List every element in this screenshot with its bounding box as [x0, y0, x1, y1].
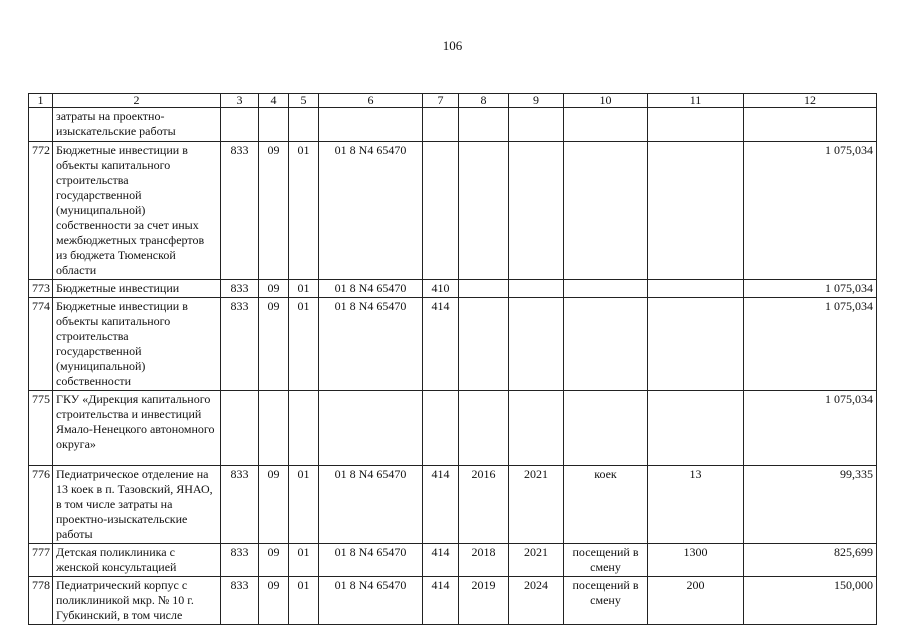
section-code-cell: 09 [259, 142, 289, 280]
table-row [29, 391, 877, 466]
amount-cell: 1 075,034 [744, 298, 877, 391]
amount-cell: 1 075,034 [744, 280, 877, 298]
target-article-cell: 01 8 N4 65470 [319, 280, 423, 298]
expense-type-cell: 414 [423, 298, 459, 391]
section-code-cell: 09 [259, 280, 289, 298]
row-number-cell: 778 [29, 577, 53, 625]
start-year-cell [459, 142, 509, 280]
row-name-cell: Педиатрическое отделение на 13 коек в п. Тазовский, ЯНАО, в том числе затраты на проектно-изыскательские работы [53, 466, 221, 544]
table-row [29, 142, 877, 280]
expense-type-cell [423, 391, 459, 466]
section-code-cell: 09 [259, 298, 289, 391]
ministry-code-cell [221, 108, 259, 142]
target-article-cell: 01 8 N4 65470 [319, 466, 423, 544]
expense-type-cell [423, 142, 459, 280]
row-number-cell: 772 [29, 142, 53, 280]
subsection-code-cell [289, 391, 319, 466]
capacity-value-cell [648, 142, 744, 280]
target-article-cell [319, 391, 423, 466]
capacity-value-cell [648, 391, 744, 466]
table-row [29, 577, 877, 625]
row-number-cell: 774 [29, 298, 53, 391]
start-year-cell: 2016 [459, 466, 509, 544]
target-article-cell [319, 108, 423, 142]
start-year-cell [459, 298, 509, 391]
capacity-value-cell: 13 [648, 466, 744, 544]
section-code-cell: 09 [259, 577, 289, 625]
subsection-code-cell: 01 [289, 298, 319, 391]
column-header: 10 [564, 94, 648, 108]
section-code-cell: 09 [259, 466, 289, 544]
table-row [29, 108, 877, 142]
row-name-cell: затраты на проектно-изыскательские работы [53, 108, 221, 142]
subsection-code-cell: 01 [289, 142, 319, 280]
start-year-cell [459, 108, 509, 142]
ministry-code-cell: 833 [221, 466, 259, 544]
row-name-cell: Детская поликлиника с женской консультацией [53, 544, 221, 577]
amount-cell: 825,699 [744, 544, 877, 577]
table-row [29, 544, 877, 577]
column-header: 5 [289, 94, 319, 108]
subsection-code-cell: 01 [289, 577, 319, 625]
end-year-cell: 2021 [509, 544, 564, 577]
table-header-row [29, 94, 877, 108]
subsection-code-cell: 01 [289, 466, 319, 544]
end-year-cell: 2024 [509, 577, 564, 625]
ministry-code-cell [221, 391, 259, 466]
capacity-value-cell [648, 298, 744, 391]
capacity-unit-cell [564, 108, 648, 142]
row-name-cell: ГКУ «Дирекция капитального строительства и инвестиций Ямало-Ненецкого автономного округа» [53, 391, 221, 466]
ministry-code-cell: 833 [221, 142, 259, 280]
capacity-value-cell: 200 [648, 577, 744, 625]
column-header: 3 [221, 94, 259, 108]
capacity-unit-cell [564, 280, 648, 298]
end-year-cell [509, 142, 564, 280]
expense-type-cell: 414 [423, 466, 459, 544]
column-header: 9 [509, 94, 564, 108]
capacity-unit-cell [564, 391, 648, 466]
capacity-unit-cell: коек [564, 466, 648, 544]
table-row [29, 298, 877, 391]
target-article-cell: 01 8 N4 65470 [319, 298, 423, 391]
ministry-code-cell: 833 [221, 298, 259, 391]
row-name-cell: Педиатрический корпус с поликлиникой мкр. № 10 г. Губкинский, в том числе [53, 577, 221, 625]
ministry-code-cell: 833 [221, 577, 259, 625]
capacity-unit-cell [564, 142, 648, 280]
section-code-cell: 09 [259, 544, 289, 577]
start-year-cell [459, 391, 509, 466]
capacity-unit-cell: посещений в смену [564, 544, 648, 577]
row-number-cell: 775 [29, 391, 53, 466]
expense-type-cell [423, 108, 459, 142]
start-year-cell [459, 280, 509, 298]
expense-type-cell: 414 [423, 544, 459, 577]
column-header: 8 [459, 94, 509, 108]
page-number: 106 [442, 38, 463, 53]
column-header: 4 [259, 94, 289, 108]
row-name-cell: Бюджетные инвестиции в объекты капитального строительства государственной (муниципальной) собственности [53, 298, 221, 391]
capacity-value-cell: 1300 [648, 544, 744, 577]
start-year-cell: 2018 [459, 544, 509, 577]
row-number-cell: 776 [29, 466, 53, 544]
subsection-code-cell [289, 108, 319, 142]
row-name-cell: Бюджетные инвестиции [53, 280, 221, 298]
subsection-code-cell: 01 [289, 280, 319, 298]
capacity-unit-cell: посещений в смену [564, 577, 648, 625]
ministry-code-cell: 833 [221, 280, 259, 298]
row-number-cell: 777 [29, 544, 53, 577]
capacity-value-cell [648, 108, 744, 142]
row-number-cell [29, 108, 53, 142]
capacity-value-cell [648, 280, 744, 298]
amount-cell: 99,335 [744, 466, 877, 544]
budget-table [28, 93, 877, 625]
expense-type-cell: 414 [423, 577, 459, 625]
end-year-cell [509, 391, 564, 466]
subsection-code-cell: 01 [289, 544, 319, 577]
column-header: 7 [423, 94, 459, 108]
end-year-cell [509, 108, 564, 142]
amount-cell [744, 108, 877, 142]
column-header: 12 [744, 94, 877, 108]
amount-cell: 1 075,034 [744, 142, 877, 280]
row-name-cell: Бюджетные инвестиции в объекты капитального строительства государственной (муниципальной) собственности за счет иных межбюджетных трансфертов из бюджета Тюменской области [53, 142, 221, 280]
table-row [29, 280, 877, 298]
capacity-unit-cell [564, 298, 648, 391]
section-code-cell [259, 108, 289, 142]
expense-type-cell: 410 [423, 280, 459, 298]
table-row [29, 466, 877, 544]
target-article-cell: 01 8 N4 65470 [319, 142, 423, 280]
end-year-cell [509, 280, 564, 298]
column-header: 6 [319, 94, 423, 108]
amount-cell: 150,000 [744, 577, 877, 625]
amount-cell: 1 075,034 [744, 391, 877, 466]
end-year-cell: 2021 [509, 466, 564, 544]
section-code-cell [259, 391, 289, 466]
target-article-cell: 01 8 N4 65470 [319, 577, 423, 625]
start-year-cell: 2019 [459, 577, 509, 625]
end-year-cell [509, 298, 564, 391]
column-header: 2 [53, 94, 221, 108]
target-article-cell: 01 8 N4 65470 [319, 544, 423, 577]
column-header: 11 [648, 94, 744, 108]
ministry-code-cell: 833 [221, 544, 259, 577]
column-header: 1 [29, 94, 53, 108]
row-number-cell: 773 [29, 280, 53, 298]
